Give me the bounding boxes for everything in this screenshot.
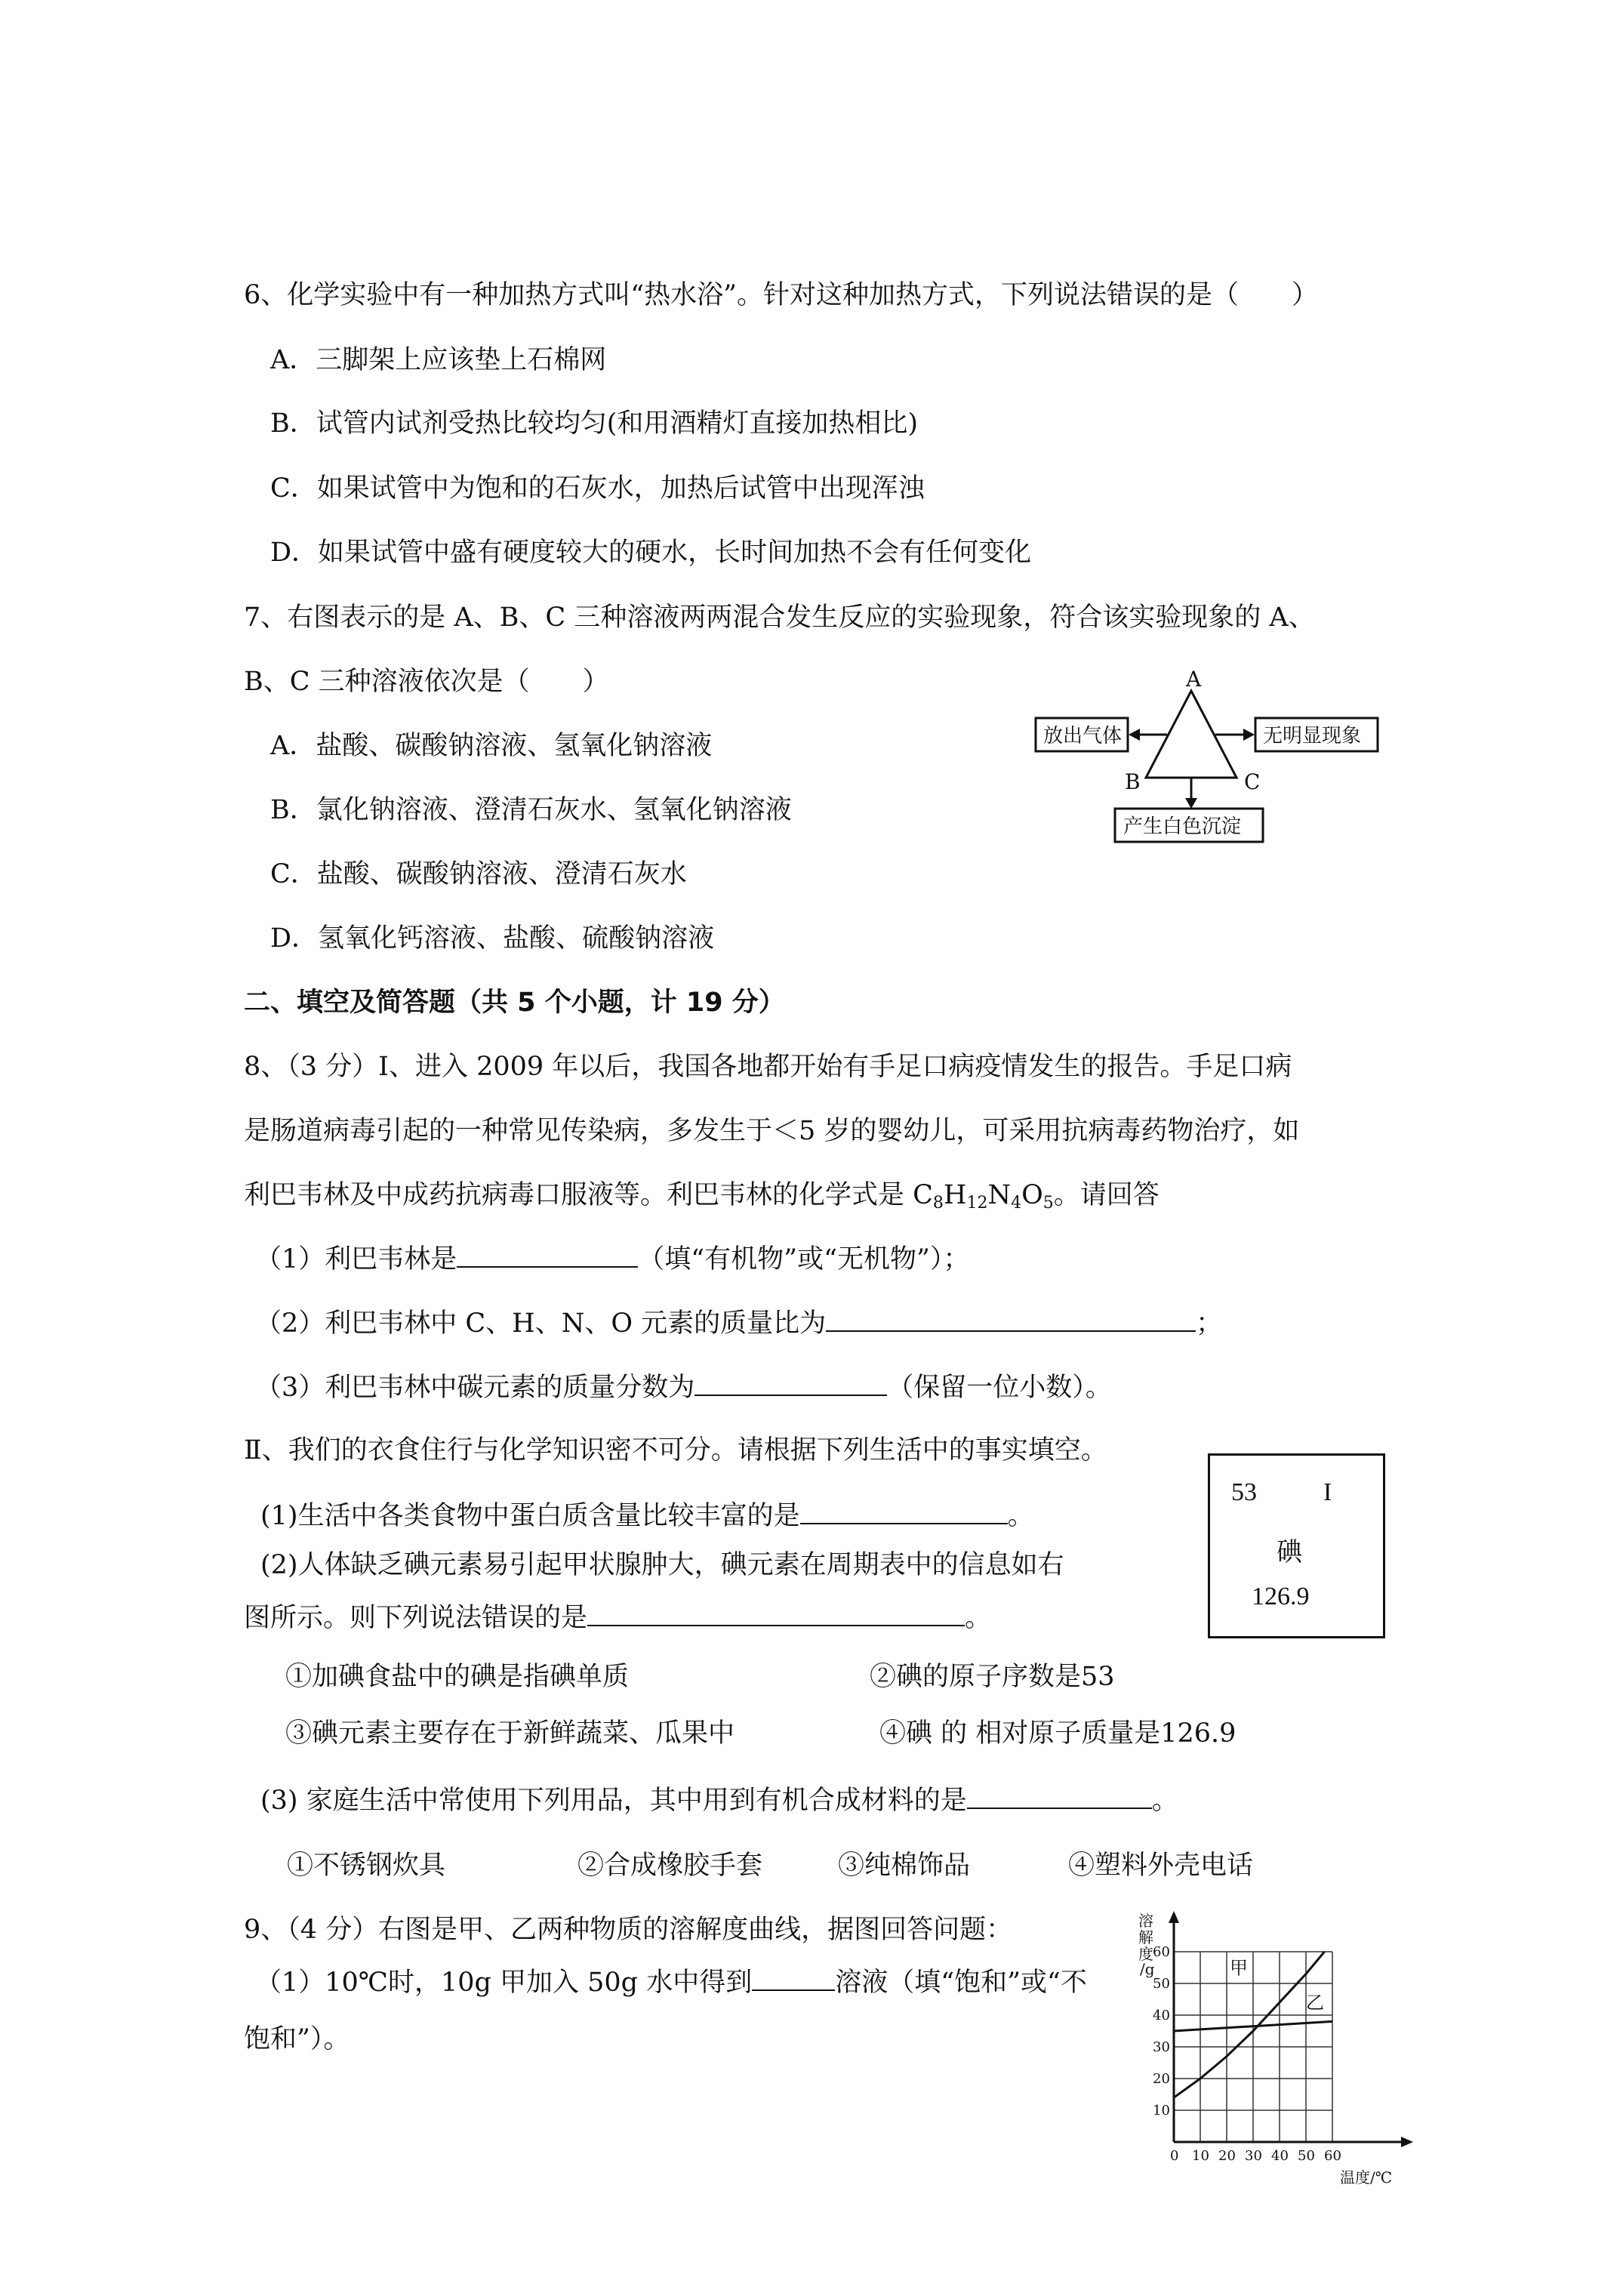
y-tick-label: 30 (1153, 2039, 1170, 2055)
q8-para-line3: 利巴韦林及中成药抗病毒口服液等。利巴韦林的化学式是 $C_8H_{12}N_4O_5$。请回答 (244, 1180, 1160, 1213)
q7-option-c: C．盐酸、碳酸钠溶液、澄清石灰水 (270, 859, 687, 889)
chart-ylabel-part4: /g (1140, 1960, 1155, 1978)
x-tick-label: 50 (1298, 2148, 1315, 2164)
q8-sub2: （2）利巴韦林中 C、H、N、O 元素的质量比为 ； (255, 1306, 1222, 1341)
answer-blank-q8-1[interactable] (457, 1242, 638, 1268)
q7-option-a: A．盐酸、碳酸钠溶液、氢氧化钠溶液 (270, 731, 713, 761)
q7-option-d: D．氢氧化钙溶液、盐酸、硫酸钠溶液 (270, 923, 715, 954)
q8-part2-q2-line1: (2)人体缺乏碘元素易引起甲状腺肿大，碘元素在周期表中的信息如右 (260, 1550, 1064, 1580)
x-tick-label: 10 (1192, 2148, 1209, 2164)
q9-sub1: （1）10℃时，10g 甲加入 50g 水中得到 溶液（填“饱和”或“不 (255, 1965, 1087, 2000)
q8-part2-intro: Ⅱ、我们的衣食住行与化学知识密不可分。请根据下列生活中的事实填空。 (244, 1435, 1107, 1465)
answer-blank-protein[interactable] (800, 1499, 1008, 1524)
q8-part2-q1: (1)生活中各类食物中蛋白质含量比较丰富的是 。 (260, 1499, 1034, 1533)
section-2-title: 二、填空及简答题（共 5 个小题，计 19 分） (244, 988, 785, 1018)
series-label-yi: 乙 (1306, 1992, 1324, 2014)
y-tick-label: 60 (1153, 1944, 1170, 1960)
q8-para-line1: 8、（3 分）Ⅰ、进入 2009 年以后，我国各地都开始有手足口病疫情发生的报告。手足口病 (244, 1052, 1292, 1082)
vertex-b-label: B (1125, 769, 1141, 794)
y-tick-label: 40 (1153, 2008, 1170, 2023)
x-tick-label: 60 (1324, 2148, 1341, 2164)
label-bc: 产生白色沉淀 (1123, 815, 1242, 838)
label-ac: 无明显现象 (1263, 725, 1362, 747)
y-tick-label: 50 (1153, 1976, 1170, 1992)
reaction-triangle-diagram (1034, 668, 1404, 849)
q8-part2-q2-line2: 图所示。则下列说法错误的是 。 (244, 1601, 991, 1635)
element-name: 碘 (1277, 1539, 1302, 1567)
q6-option-a: A．三脚架上应该垫上石棉网 (270, 345, 607, 375)
vertex-a-label: A (1186, 668, 1202, 692)
y-tick-label: 10 (1153, 2103, 1170, 2119)
q7-stem-line2: B、C 三种溶液依次是（ ） (244, 667, 609, 697)
q8-material-option-4: ④塑料外壳电话 (1068, 1851, 1254, 1881)
y-tick-label: 20 (1153, 2071, 1170, 2087)
q8-material-option-3: ③纯棉饰品 (838, 1851, 971, 1881)
q8-para-line2: 是肠道病毒引起的一种常见传染病，多发生于＜5 岁的婴幼儿，可采用抗病毒药物治疗，如 (244, 1116, 1300, 1146)
solubility-curve-chart (1132, 1906, 1431, 2190)
series-label-jia: 甲 (1230, 1957, 1248, 1979)
x-tick-label: 20 (1218, 2148, 1236, 2164)
arrow-down-icon (1185, 798, 1197, 809)
q8-part2-q3: (3) 家庭生活中常使用下列用品，其中用到有机合成材料的是 。 (260, 1783, 1178, 1818)
q8-iodine-option-2: ②碘的原子序数是53 (870, 1662, 1115, 1692)
q8-sub1: （1）利巴韦林是 （填“有机物”或“无机物”）； (255, 1242, 969, 1277)
q6-stem: 6、化学实验中有一种加热方式叫“热水浴”。针对这种加热方式，下列说法错误的是（ ） (244, 280, 1319, 310)
chart-xlabel: 温度/℃ (1340, 2168, 1393, 2187)
q8-iodine-option-3: ③碘元素主要存在于新鲜蔬菜、瓜果中 (285, 1718, 735, 1749)
answer-blank-iodine[interactable] (587, 1601, 965, 1626)
iodine-element-card (1208, 1453, 1385, 1638)
arrow-left-icon (1129, 729, 1140, 741)
arrow-right-icon (1243, 729, 1255, 741)
label-ab: 放出气体 (1043, 725, 1123, 747)
q8-sub3: （3）利巴韦林中碳元素的质量分数为 （保留一位小数）。 (255, 1370, 1112, 1405)
q7-option-b: B．氯化钠溶液、澄清石灰水、氢氧化钠溶液 (270, 795, 792, 825)
q8-material-option-1: ①不锈钢炊具 (287, 1851, 446, 1881)
x-tick-label: 0 (1170, 2148, 1179, 2164)
element-symbol: I (1323, 1478, 1332, 1506)
atomic-mass: 126.9 (1252, 1583, 1310, 1610)
q6-option-d: D．如果试管中盛有硬度较大的硬水，长时间加热不会有任何变化 (270, 538, 1032, 568)
q8-material-option-2: ②合成橡胶手套 (577, 1851, 763, 1881)
q8-iodine-option-1: ①加碘食盐中的碘是指碘单质 (285, 1662, 630, 1692)
q6-option-b: B．试管内试剂受热比较均匀(和用酒精灯直接加热相比) (270, 408, 919, 439)
q6-option-c: C．如果试管中为饱和的石灰水，加热后试管中出现浑浊 (270, 473, 925, 504)
q7-stem-line1: 7、右图表示的是 A、B、C 三种溶液两两混合发生反应的实验现象，符合该实验现象的 A、 (244, 603, 1315, 633)
answer-blank-q9-1[interactable] (752, 1965, 835, 1991)
answer-blank-q8-3[interactable] (694, 1370, 887, 1396)
atomic-number: 53 (1231, 1478, 1257, 1506)
q8-iodine-option-4: ④碘 的 相对原子质量是126.9 (879, 1718, 1236, 1749)
q9-stem: 9、（4 分）右图是甲、乙两种物质的溶解度曲线，据图回答问题： (244, 1915, 1013, 1945)
chart-ylabel-part1: 溶 (1138, 1912, 1153, 1930)
q9-sub1-line2: 饱和”）。 (244, 2024, 350, 2054)
answer-blank-synthetic[interactable] (967, 1783, 1152, 1809)
vertex-c-label: C (1244, 769, 1261, 794)
x-tick-label: 30 (1245, 2148, 1262, 2164)
chemical-formula: $C_8H_{12}N_4O_5$ (913, 1180, 1054, 1213)
chart-ylabel-part3: 度 (1138, 1945, 1153, 1963)
x-tick-label: 40 (1271, 2148, 1289, 2164)
chart-ylabel-part2: 解 (1138, 1928, 1153, 1946)
answer-blank-q8-2[interactable] (826, 1306, 1196, 1332)
